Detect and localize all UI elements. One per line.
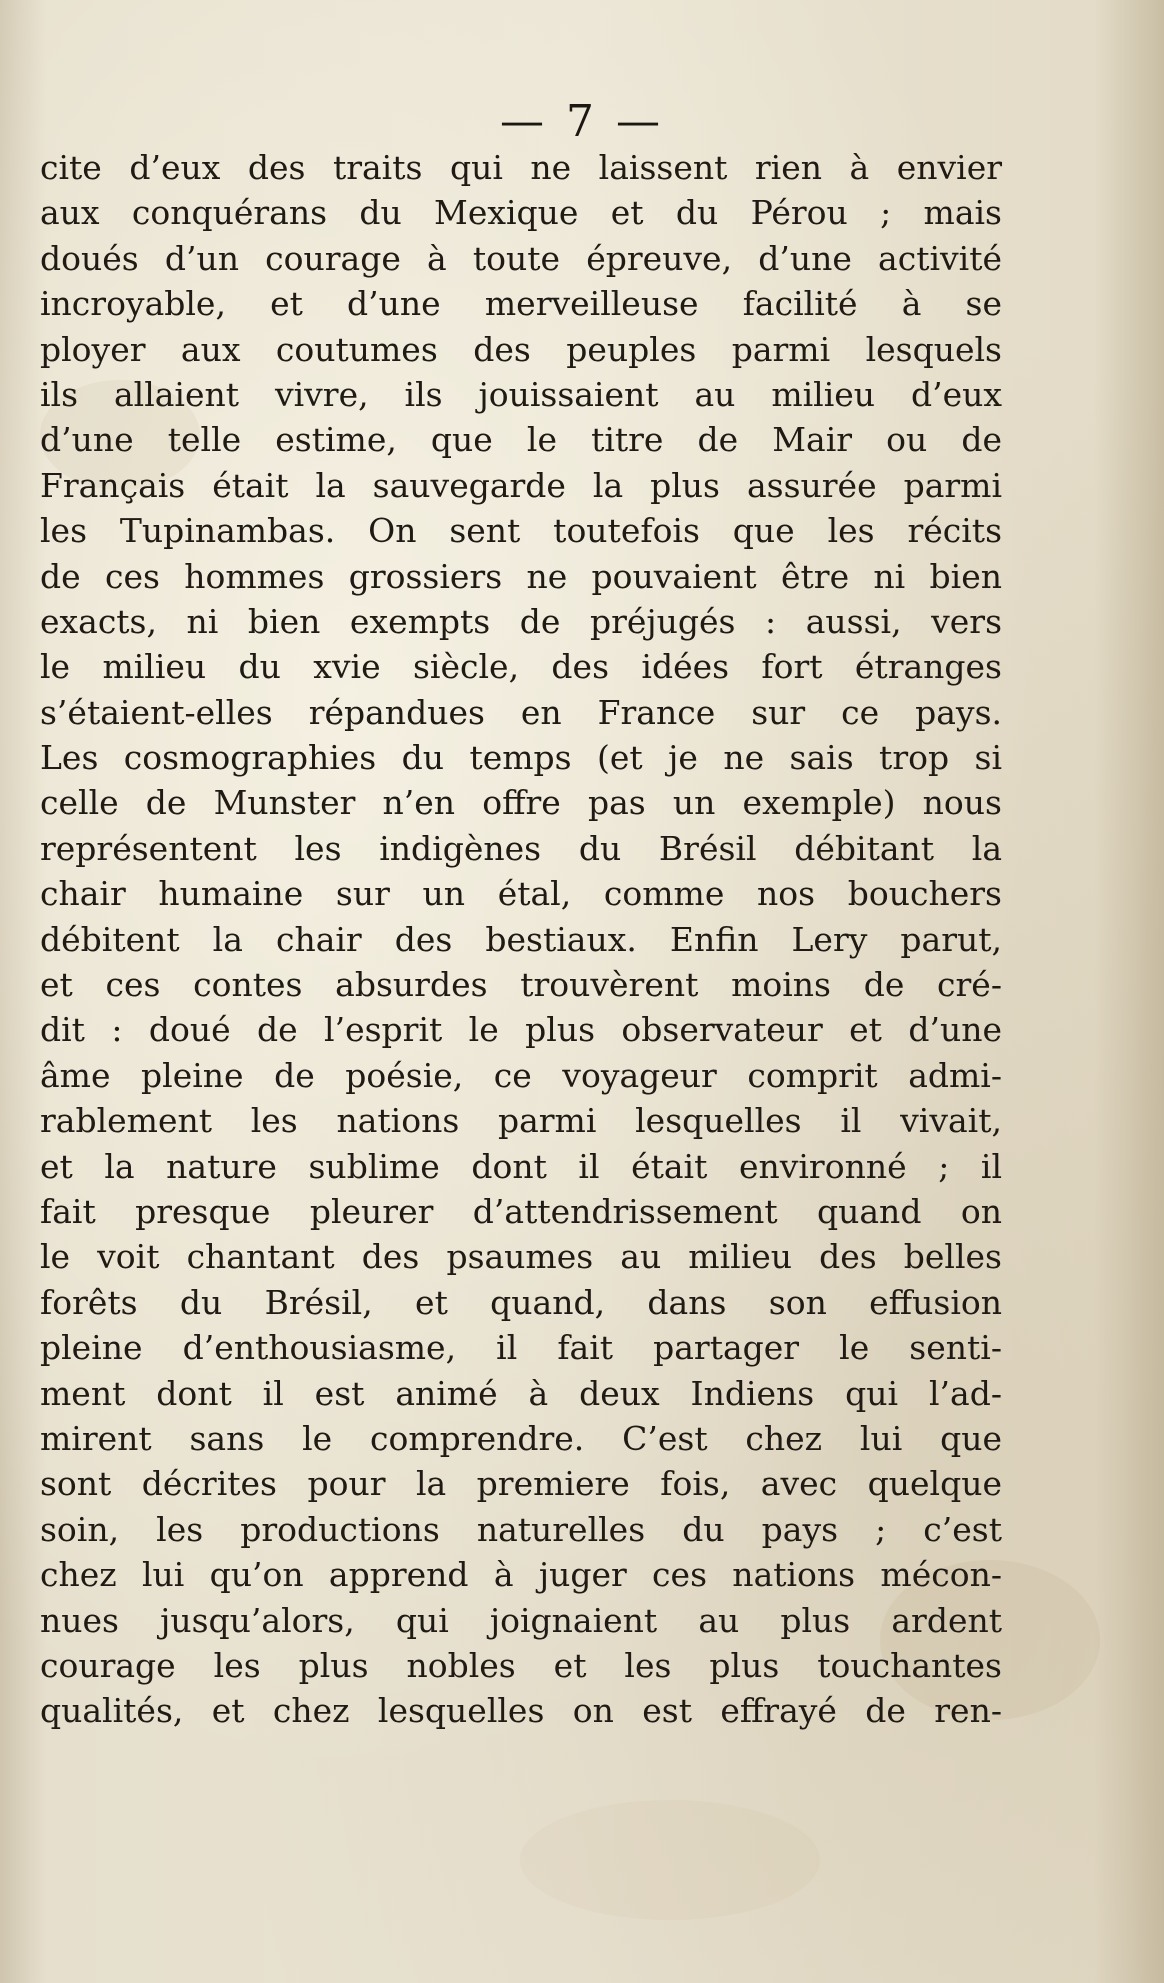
- text-line: nues jusqu’alors, qui joignaient au plus ardent: [40, 1600, 1002, 1640]
- text-line: ment dont il est animé à deux Indiens qui l’ad-: [40, 1373, 1002, 1413]
- text-line: Français était la sauvegarde la plus assurée parmi: [40, 465, 1002, 505]
- text-line: âme pleine de poésie, ce voyageur comprit admi-: [40, 1055, 1002, 1095]
- text-line: dit : doué de l’esprit le plus observateur et d’une: [40, 1010, 1002, 1050]
- text-line: rablement les nations parmi lesquelles il vivait,: [40, 1101, 1002, 1141]
- text-line: mirent sans le comprendre. C’est chez lui que: [40, 1418, 1002, 1458]
- text-line: chez lui qu’on apprend à juger ces nations mécon-: [40, 1555, 1002, 1595]
- text-line: et la nature sublime dont il était environné ; il: [40, 1146, 1002, 1186]
- text-line: s’étaient-elles répandues en France sur ce pays.: [40, 692, 1002, 732]
- text-line: cite d’eux des traits qui ne laissent rien à envier: [40, 148, 1002, 187]
- text-line: les Tupinambas. On sent toutefois que les récits: [40, 511, 1002, 551]
- text-line: ils allaient vivre, ils jouissaient au milieu d’eux: [40, 374, 1002, 414]
- text-line: d’une telle estime, que le titre de Mair ou de: [40, 420, 1002, 460]
- text-line: doués d’un courage à toute épreuve, d’une activité: [40, 238, 1002, 278]
- body-text: [40, 145, 1002, 1734]
- page-number: — 7 —: [500, 96, 664, 147]
- text-line: le milieu du xvie siècle, des idées fort étranges: [40, 647, 1002, 687]
- text-line: forêts du Brésil, et quand, dans son effusion: [40, 1282, 1002, 1322]
- text-line: qualités, et chez lesquelles on est effrayé de ren-: [40, 1691, 1002, 1731]
- text-line: le voit chantant des psaumes au milieu des belles: [40, 1237, 1002, 1277]
- paper-stain: [520, 1800, 820, 1920]
- text-line: chair humaine sur un étal, comme nos bouchers: [40, 874, 1002, 914]
- text-line: pleine d’enthousiasme, il fait partager le senti-: [40, 1328, 1002, 1368]
- text-line: et ces contes absurdes trouvèrent moins de cré-: [40, 965, 1002, 1005]
- text-line: exacts, ni bien exempts de préjugés : aussi, vers: [40, 601, 1002, 641]
- text-line: Les cosmographies du temps (et je ne sais trop si: [40, 738, 1002, 778]
- text-line: de ces hommes grossiers ne pouvaient être ni bien: [40, 556, 1002, 596]
- text-line: soin, les productions naturelles du pays ; c’est: [40, 1509, 1002, 1549]
- text-line: sont décrites pour la premiere fois, avec quelque: [40, 1464, 1002, 1504]
- text-line: ployer aux coutumes des peuples parmi lesquels: [40, 329, 1002, 369]
- text-line: celle de Munster n’en offre pas un exemple) nous: [40, 783, 1002, 823]
- text-line: incroyable, et d’une merveilleuse facilité à se: [40, 284, 1002, 324]
- text-line: aux conquérans du Mexique et du Pérou ; mais: [40, 193, 1002, 233]
- text-line: courage les plus nobles et les plus touchantes: [40, 1645, 1002, 1685]
- text-line: débitent la chair des bestiaux. Enfin Lery parut,: [40, 919, 1002, 959]
- text-line: fait presque pleurer d’attendrissement quand on: [40, 1191, 1002, 1231]
- text-line: représentent les indigènes du Brésil débitant la: [40, 828, 1002, 868]
